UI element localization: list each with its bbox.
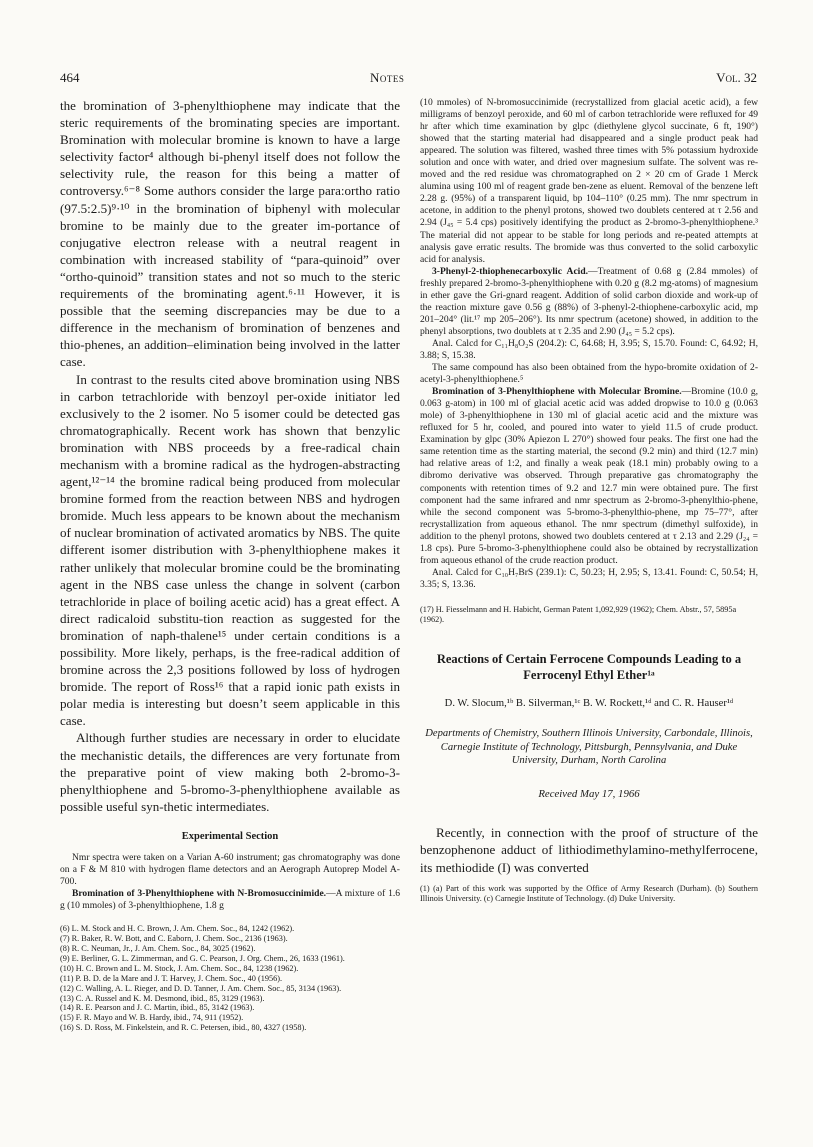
article-authors: D. W. Slocum,¹ᵇ B. Silverman,¹ᶜ B. W. Rockett,¹ᵈ and C. R. Hauser¹ᵈ: [444, 697, 734, 709]
reference-item: (13) C. A. Russel and K. M. Desmond, ibid., 85, 3129 (1963).: [60, 993, 265, 1003]
body-paragraph: Although further studies are necessary in order to elucidate the mechanistic details, the differences are very fortunate from the preparative point of view making both 2-bromo-3-phenylthiophene and 5-bromo-3-phenylthiophene available as possible useful syn-thetic intermediates.: [60, 730, 400, 814]
volume-label: Vol. 32: [716, 70, 757, 85]
acid-text: —Treatment of 0.68 g (2.84 mmoles) of freshly prepared 2-bromo-3-phenylthiophene with 0.20 g (8.2 mg-atoms) of magnesium in ether gave the Gri-gnard reagent. Addition of solid carbon dioxide and work-up of the reaction mixture gave 0.56 g (88%) of 3-phenyl-2-thiophene-carboxylic acid, mp 201–204° (lit.¹⁷ mp 205–206°). Its nmr spectrum (acetone) showed, in addition to the phenyl absorptions, two doublets at τ 2.35 and 2.90 (J₄₅ = 5.2 cps).: [420, 265, 758, 337]
body-paragraph: In contrast to the results cited above bromination using NBS in carbon tetrachloride with benzoyl per-oxide initiator led exclusively to the 2 isomer. No 5 isomer could be detected gas chromatographically. Recent work has shown that benzylic bromination with NBS proceeds by a free-radical chain mechanism with a bromine radical as the hydrogen-abstracting agent,¹²⁻¹⁴ the bromine radical being produced from molecular bromine formed from the reaction between NBS and hydrogen bromide. Much less appears to be known about the mechanism of nuclear bromination of activated aromatics by NBS. The quite different isomer distribution with 3-phenylthiophene makes it rather unlikely that molecular bromine could be the brominating agent in the NBS case unless the change in solvent (carbon tetrachloride in place of boiling acetic acid) has a great effect. A direct radicaloid substitu-tion reaction as suggested for the bromination of naph-thalene¹⁵ under certain conditions is a possibility. More likely, perhaps, is the free-radical addition of bromine across the 2,3 positions followed by loss of hydrogen bromide. The report of Ross¹⁶ that a rapid ionic path exists in polar media is interesting but doesn’t seem applicable in this case.: [60, 371, 400, 729]
right-column: [420, 97, 758, 904]
reference-item: (8) R. C. Neuman, Jr., J. Am. Chem. Soc., 84, 3025 (1962).: [60, 943, 256, 953]
footnote-1: (1) (a) Part of this work was supported by the Office of Army Research (Durham). (b) Southern Illinois University. (c) Carnegie Institute of Technology. (d) Duke University.: [420, 883, 758, 903]
received-date: Received May 17, 1966: [538, 788, 640, 801]
section-header: Notes: [370, 70, 405, 85]
reference-item: (14) R. E. Pearson and J. C. Martin, ibid., 85, 3142 (1963).: [60, 1003, 255, 1013]
nbs-procedure-continued: (10 mmoles) of N-bromosuccinimide (recrystallized from glacial acetic acid), a few milligrams of benzoyl peroxide, and 60 ml of carbon tetrachloride were refluxed for 49 hr after which time examination by glpc (diethylene glycol succinate, 6 ft, 190°) showed that the starting material had disappeared and a single product peak had appeared. The solution was filtered, washed three times with 5% potassium hydroxide solution and once with water, and dried over magnesium sulfate. The solvent was re-moved and the red residue was chromatographed on 2 × 20 cm of Grade 1 Merck alumina using 100 ml of reagent grade ben-zene as eluent. Removal of the benzene left 2.28 g. (95%) of a transparent liquid, bp 104–110° (0.25 mm). The nmr spectrum in acetone, in addition to the phenyl protons, showed two doublets centered at τ 2.56 and 2.94 (J₄₅ = 5.4 cps) positively identifying the product as 2-bromo-3-phenylthiophene.³ The material did not appear to be stable for long periods and re-peated attempts at analysis gave erratic results. The bromide was thus converted to the solid carboxylic acid for analysis.: [420, 97, 758, 265]
experimental-heading: Experimental Section: [181, 830, 279, 842]
reference-item: (12) C. Walling, A. L. Rieger, and D. D. Tanner, J. Am. Chem. Soc., 85, 3134 (1963).: [60, 983, 342, 993]
article-body: Recently, in connection with the proof of structure of the benzophenone adduct of lithiodimethylamino-methylferrocene, its methiodide (I) was converted: [420, 825, 758, 875]
bromine-heading: Bromination of 3-Phenylthiophene with Molecular Bromine.: [432, 386, 682, 398]
body-paragraph: the bromination of 3-phenylthiophene may indicate that the steric requirements of the brominating species are important. Bromination with molecular bromine is known to have a large selectivity factor⁴ although bi-phenyl itself does not follow the selectivity rule, the reason for this being a matter of controversy.⁶⁻⁸ Some authors consider the large para:ortho ratio (97.5:2.5)⁹·¹⁰ in the bromination of biphenyl with molecular bromine to be mainly due to the greater im-portance of conjugative electron release with a neutral reagent in combination with increased stability of “para-quinoid” over “ortho-quinoid” transition states and not so much to the steric requirements of the brominating agent.⁶·¹¹ However, it is possible that the seeming discrepancies may be due to a difference in the mechanism of bromination of benzenes and thio-phenes, an addition–elimination being involved in the latter case.: [60, 98, 400, 370]
nbs-heading: Bromination of 3-Phenylthiophene with N-Bromosuccinimide.: [72, 888, 327, 900]
acid-heading: 3-Phenyl-2-thiophenecarboxylic Acid.: [432, 265, 589, 277]
bromine-text: —Bromine (10.0 g, 0.063 g-atom) in 100 ml of glacial acetic acid was added dropwise to 10.0 g (0.063 mole) of 3-phenylthiophene in 130 ml of glacial acetic acid and the mixture was refluxed for 5 hr, cooled, and poured into water to yield 11.5 of crude product. Examination by glpc (30% Apiezon L 270°) showed four peaks. The first one had the same retention time as the starting material, the second (9.2 min) and third (12.7 min) had relative areas of 1:2, and finally a weak peak (18.1 min) probably owing to a dibromo derivative was observed. Through preparative gas chromatography the components with retention times of 9.2 and 12.7 min were obtained pure. The first component had the same infrared and nmr spectrum as 2-bromo-3-phenylthio-phene, while the second component was 5-bromo-3-phenylthio-phene, mp 75–77°, after recrystallization from aqueous ethanol. The nmr spectrum (dimethyl sulfoxide), in addition to the phenyl protons, showed two doublets centered at τ 2.13 and 2.29 (J₂₄ = 1.8 cps). Pure 5-bromo-3-phenylthiophene could also be obtained by recrystallization from aqueous ethanol of the crude reaction product.: [420, 386, 758, 566]
reference-item: (7) R. Baker, R. W. Bott, and C. Eaborn, J. Chem. Soc., 2136 (1963).: [60, 934, 288, 944]
acid-note: The same compound has also been obtained from the hypo-bromite oxidation of 2-acetyl-3-phenylthiophene.⁵: [420, 362, 758, 386]
reference-item: (15) F. R. Mayo and W. B. Hardy, ibid., 74, 911 (1952).: [60, 1013, 244, 1023]
footnote-17: (17) H. Fiesselmann and H. Habicht, German Patent 1,092,929 (1962); Chem. Abstr., 57, 5895a (1962).: [420, 604, 737, 624]
experimental-intro: Nmr spectra were taken on a Varian A-60 instrument; gas chromatography was done on a F & M 810 with hydrogen flame detectors and an Aerograph Autoprep Model A-700.: [60, 851, 400, 888]
reference-list: [60, 924, 400, 1033]
article-title: Reactions of Certain Ferrocene Compounds Leading to a Ferrocenyl Ethyl Ether¹ᵃ: [436, 651, 742, 682]
acid-procedure: [420, 266, 758, 338]
left-column: [60, 97, 400, 1033]
nbs-text: —A mixture of 1.6 g (10 mmoles) of 3-phenylthiophene, 1.8 g: [60, 888, 400, 912]
nbs-procedure: [60, 888, 400, 912]
reference-item: (11) P. B. D. de la Mare and J. T. Harvey, J. Chem. Soc., 40 (1956).: [60, 973, 283, 983]
reference-item: (16) S. D. Ross, M. Finkelstein, and R. C. Petersen, ibid., 80, 4327 (1958).: [60, 1023, 307, 1033]
reference-item: (10) H. C. Brown and L. M. Stock, J. Am. Chem. Soc., 84, 1238 (1962).: [60, 963, 299, 973]
bromine-procedure: [420, 386, 758, 567]
reference-item: (6) L. M. Stock and H. C. Brown, J. Am. Chem. Soc., 84, 1242 (1962).: [60, 924, 295, 934]
acid-analysis: Anal. Calcd for C₁₁H₈O₂S (204.2): C, 64.68; H, 3.95; S, 15.70. Found: C, 64.92; H, 3.88; S, 15.38.: [420, 337, 758, 361]
bromine-analysis: Anal. Calcd for C₁₀H₇BrS (239.1): C, 50.23; H, 2.95; S, 13.41. Found: C, 50.54; H, 3.35; S, 13.36.: [420, 566, 758, 590]
page-number: 464: [60, 70, 80, 85]
reference-item: (9) E. Berliner, G. L. Zimmerman, and G. C. Pearson, J. Org. Chem., 26, 1633 (1961).: [60, 953, 345, 963]
article-affiliation: Departments of Chemistry, Southern Illinois University, Carbondale, Illinois, Carnegie Institute of Technology, Pittsburgh, Pennsylvania, and Duke University, Durham, North Carolina: [425, 727, 753, 767]
